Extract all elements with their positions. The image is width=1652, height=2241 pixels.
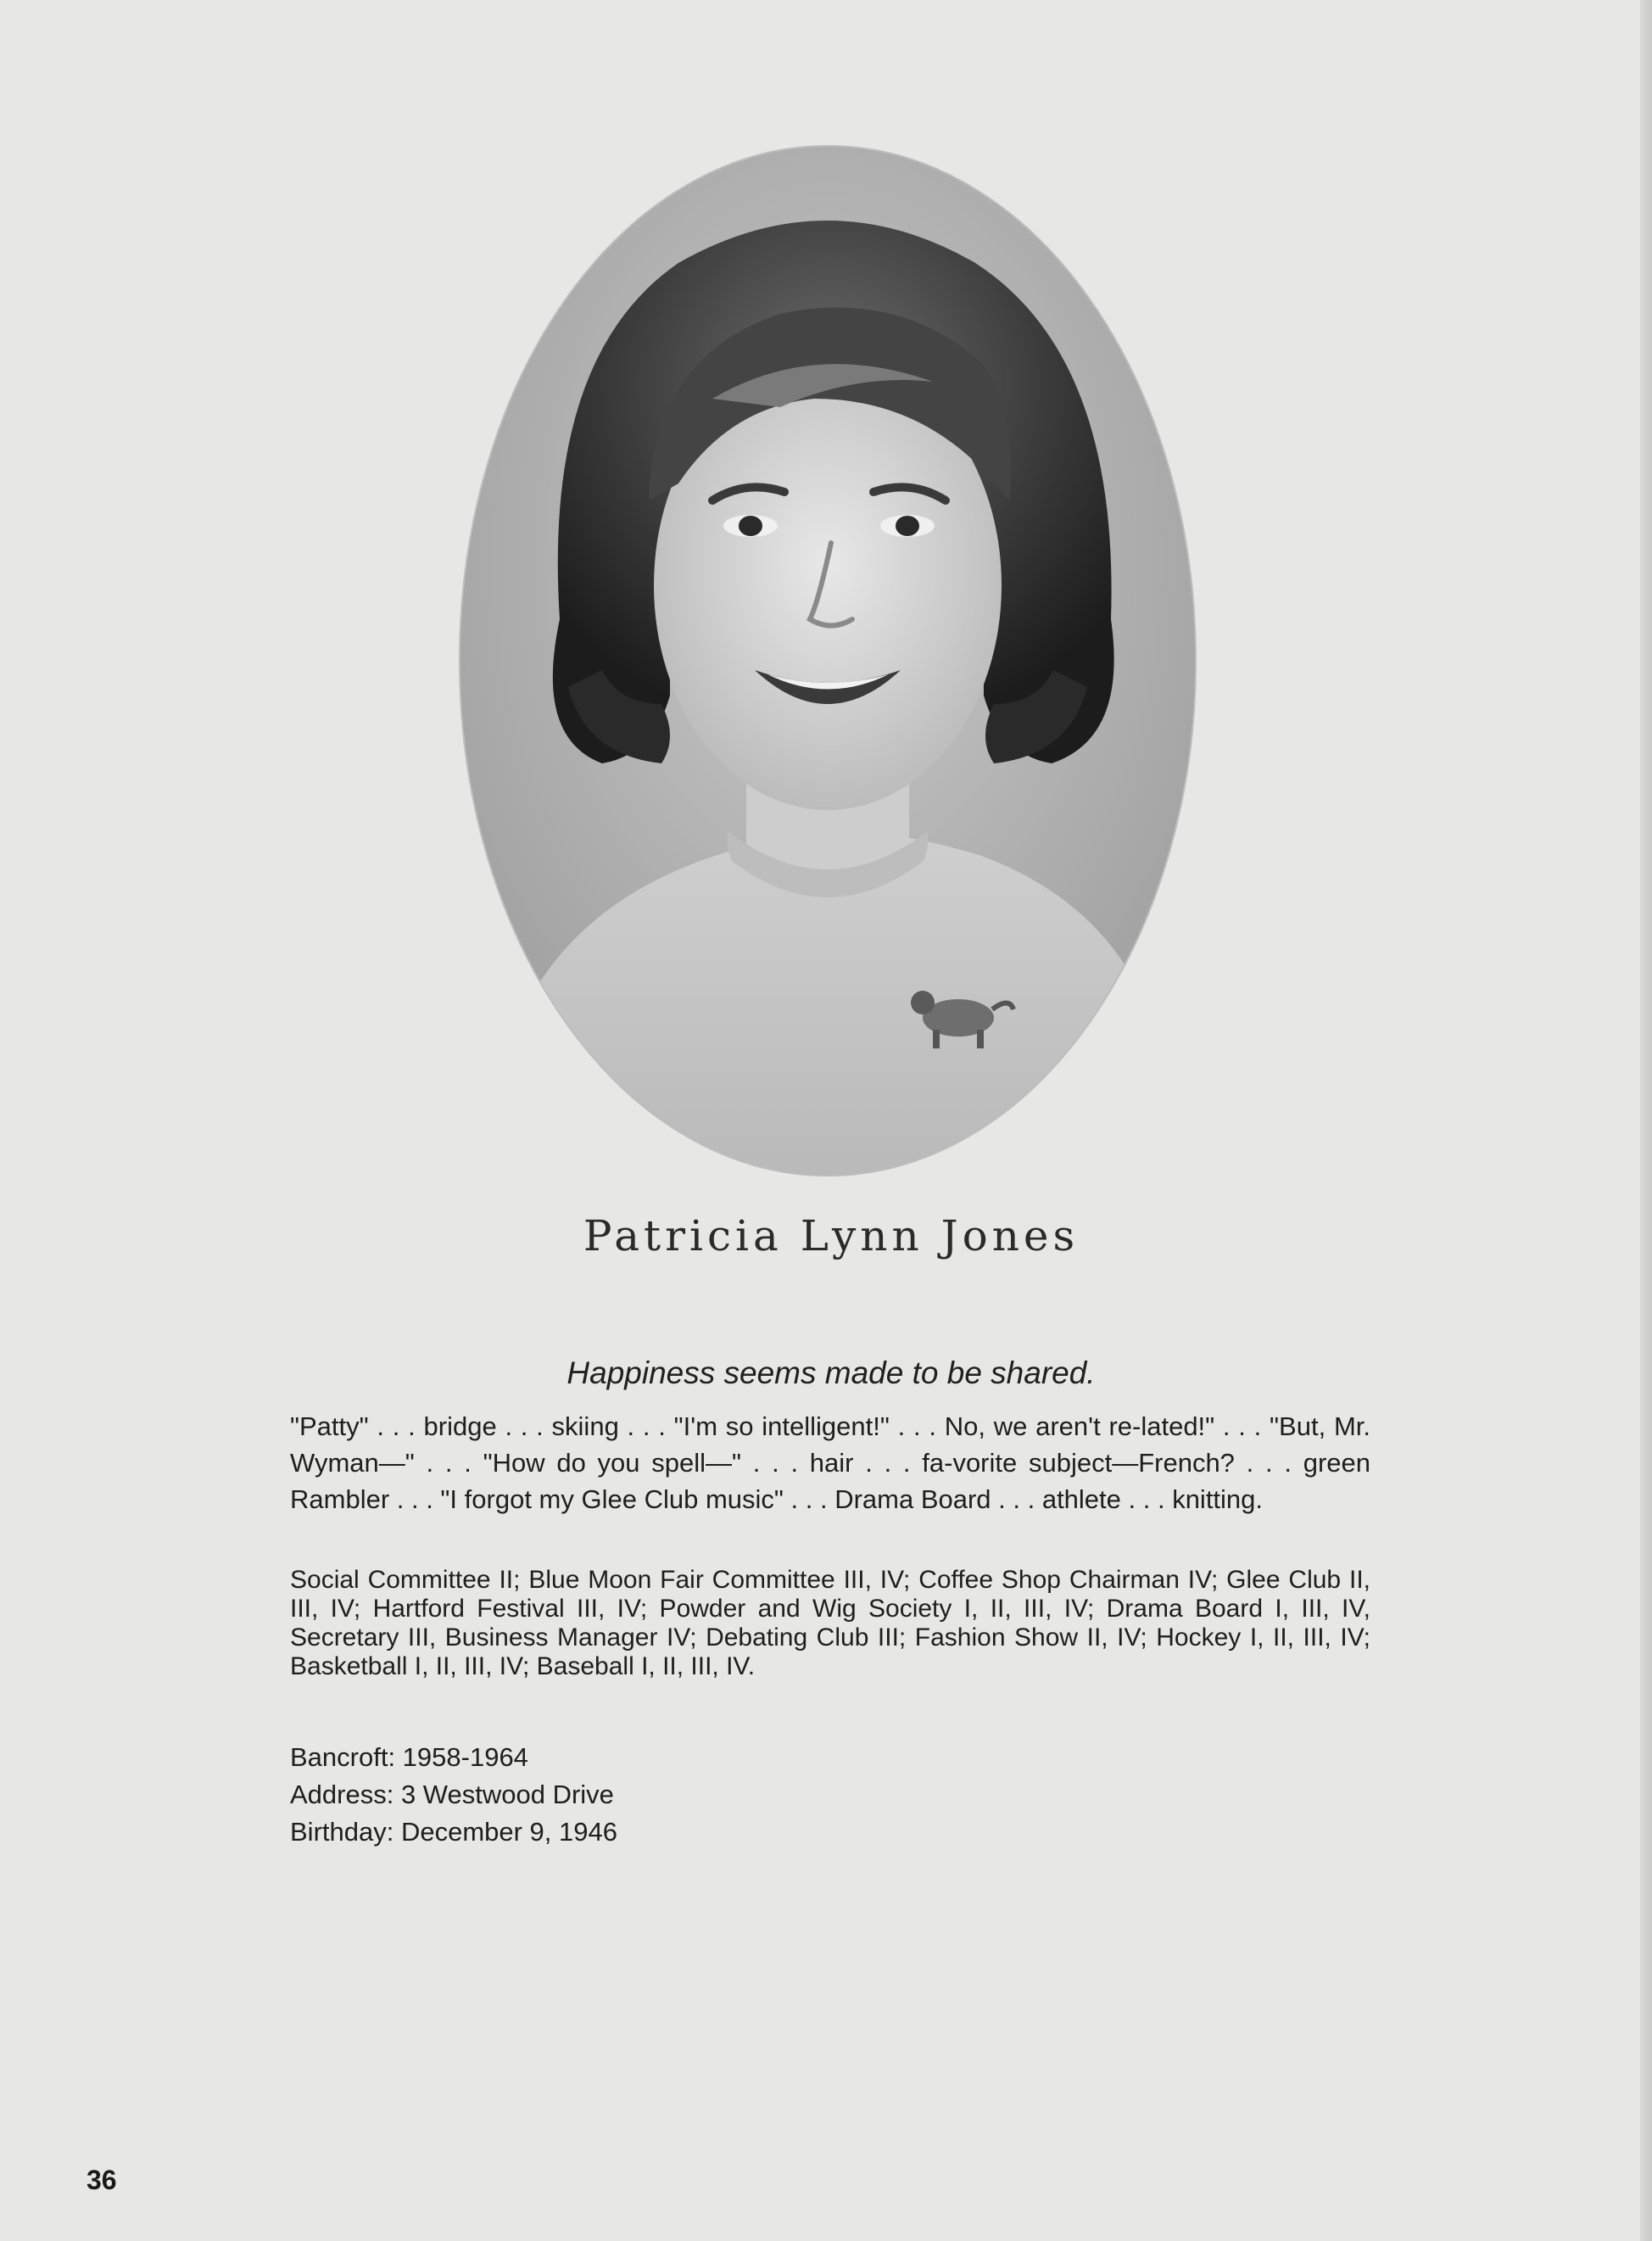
page-number: 36 <box>87 2165 117 2195</box>
student-facts <box>290 1739 1053 1851</box>
student-activities: Social Committee II; Blue Moon Fair Committee III, IV; Coffee Shop Chairman IV; Glee Club II, III, IV; Hartford Festival III, IV; Powder and Wig Society I, II, III, IV; Drama Board I, III, IV, Secretary III, Business Manager IV; Debating Club III; Fashion Show II, IV; Hockey I, II, III, IV; Basketball I, II, III, IV; Baseball I, II, III, IV. <box>290 1566 1370 1680</box>
student-name: Patricia Lynn Jones <box>583 1211 1080 1260</box>
portrait-oval-image <box>458 144 1197 1177</box>
student-motto: Happiness seems made to be shared. <box>566 1355 1096 1390</box>
bancroft-years: Bancroft: 1958-1964 <box>290 1742 528 1772</box>
birthday: Birthday: December 9, 1946 <box>290 1817 617 1847</box>
page-edge <box>1640 0 1652 2241</box>
address: Address: 3 Westwood Drive <box>290 1780 614 1809</box>
student-quotes: "Patty" . . . bridge . . . skiing . . . "I'm so intelligent!" . . . No, we aren't re-lated!" . . . "But, Mr. Wyman—" . . . "How do you spell—" . . . hair . . . fa-vorite subject—French? . . . green Rambler . . . "I forgot my Glee Club music" . . . Drama Board . . . athlete . . . knitting. <box>290 1411 1370 1514</box>
portrait-photo <box>458 144 1197 1177</box>
